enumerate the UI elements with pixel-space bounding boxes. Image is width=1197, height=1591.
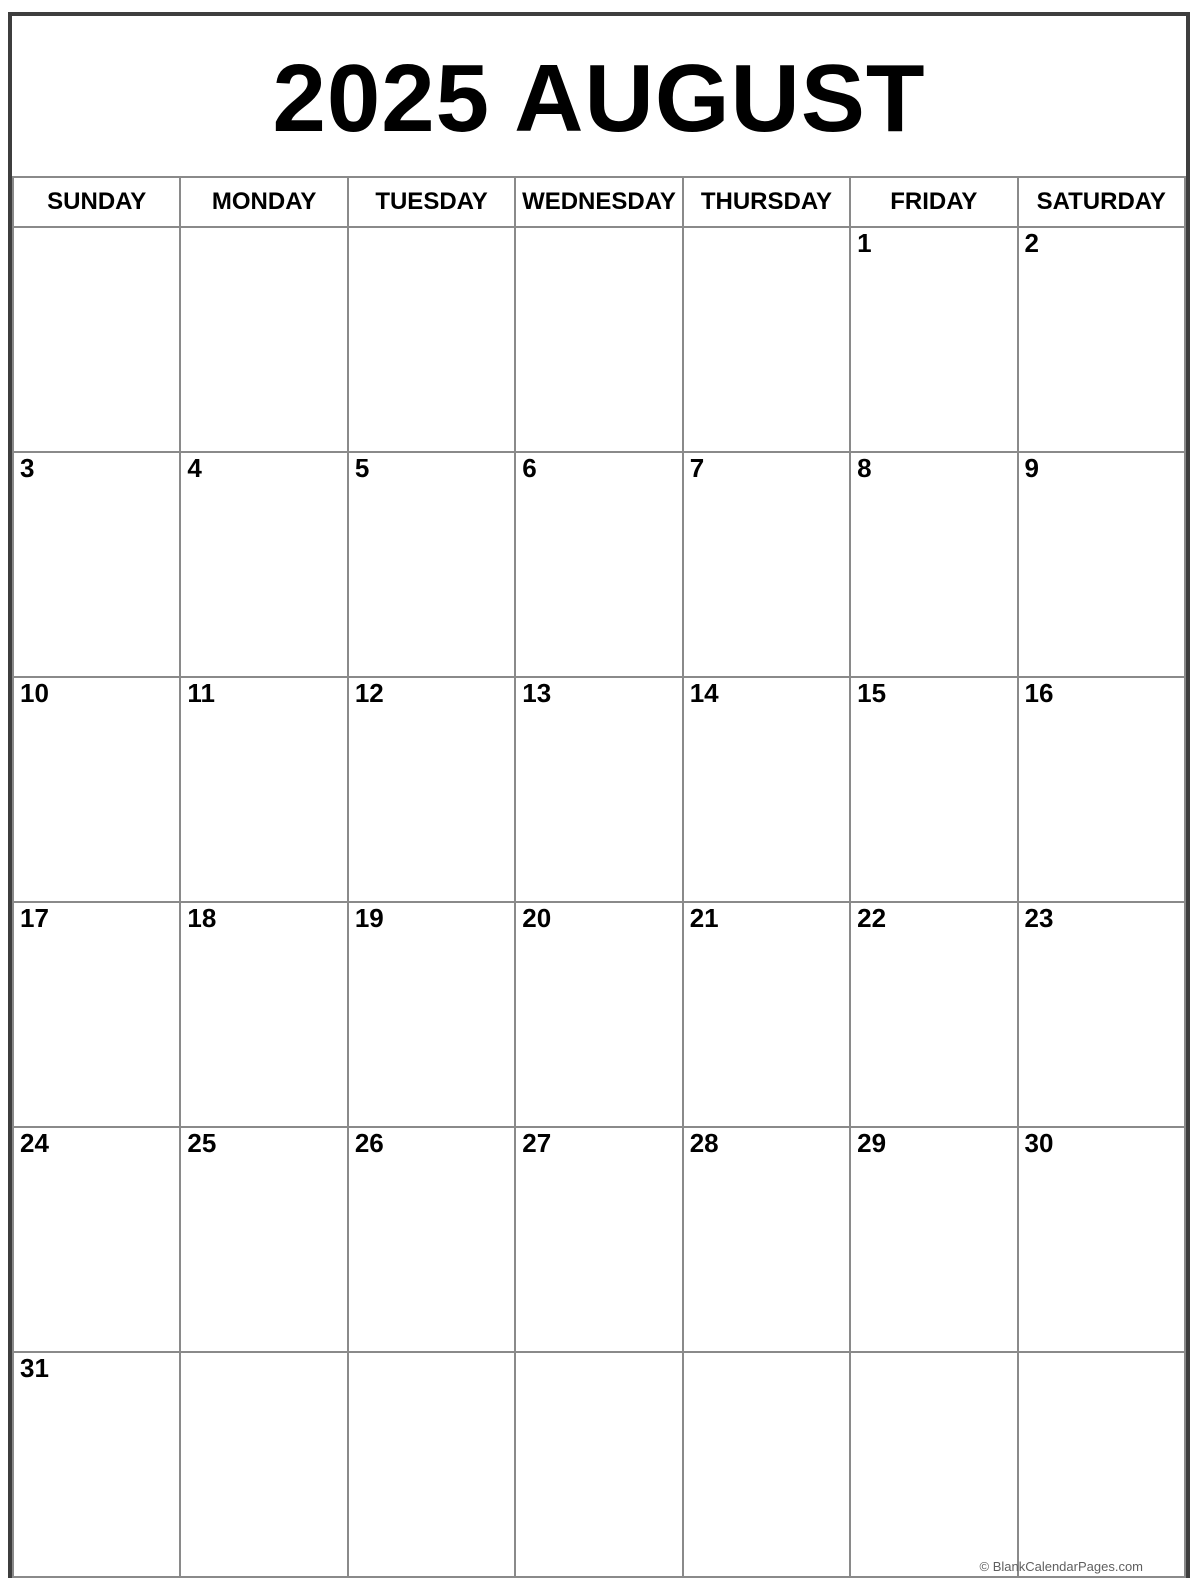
day-cell <box>683 902 850 1127</box>
day-cell <box>13 1352 180 1577</box>
week-row-4 <box>13 902 1185 1127</box>
date-number: 30 <box>1024 1128 1054 1158</box>
date-number: 10 <box>20 678 49 708</box>
day-cell <box>683 1352 850 1577</box>
weekday-header-saturday: SATURDAY <box>1018 177 1185 227</box>
weekday-header-thursday: THURSDAY <box>683 177 850 227</box>
week-row-1 <box>13 227 1185 452</box>
week-row-5 <box>13 1127 1185 1352</box>
title-area <box>12 16 1186 176</box>
day-cell <box>13 227 180 452</box>
date-number: 21 <box>689 903 719 933</box>
weekday-header-row <box>13 177 1185 227</box>
date-number: 18 <box>187 903 217 933</box>
day-cell <box>850 1352 1017 1577</box>
date-number: 20 <box>522 903 552 933</box>
date-number: 3 <box>20 453 35 483</box>
date-number: 9 <box>1024 453 1039 483</box>
date-number: 27 <box>522 1128 552 1158</box>
day-cell <box>850 902 1017 1127</box>
weekday-header-tuesday: TUESDAY <box>348 177 515 227</box>
day-cell <box>683 227 850 452</box>
copyright-text: © BlankCalendarPages.com <box>979 1559 1143 1574</box>
day-cell <box>348 227 515 452</box>
day-cell <box>348 452 515 677</box>
date-number: 8 <box>857 453 872 483</box>
day-cell <box>850 1127 1017 1352</box>
day-cell <box>13 902 180 1127</box>
weekday-header-sunday: SUNDAY <box>13 177 180 227</box>
date-number: 1 <box>857 228 872 258</box>
day-cell <box>180 1127 347 1352</box>
weekday-header-wednesday: WEDNESDAY <box>515 177 682 227</box>
weekday-header-monday: MONDAY <box>180 177 347 227</box>
date-number: 19 <box>354 903 384 933</box>
day-cell <box>180 1352 347 1577</box>
day-cell <box>515 1127 682 1352</box>
day-cell <box>683 677 850 902</box>
day-cell <box>13 452 180 677</box>
day-cell <box>348 902 515 1127</box>
calendar-title: 2025 AUGUST <box>272 45 926 152</box>
date-number: 28 <box>689 1128 719 1158</box>
day-cell <box>348 1352 515 1577</box>
calendar-table <box>12 176 1186 1578</box>
date-number: 11 <box>187 678 215 708</box>
date-number: 5 <box>354 453 370 483</box>
date-number: 4 <box>187 453 202 483</box>
date-number: 6 <box>522 453 537 483</box>
day-cell <box>1018 452 1185 677</box>
day-cell <box>515 227 682 452</box>
day-cell <box>850 227 1017 452</box>
day-cell <box>1018 902 1185 1127</box>
date-number: 16 <box>1024 678 1054 708</box>
date-number: 24 <box>20 1128 49 1158</box>
day-cell <box>850 452 1017 677</box>
day-cell <box>1018 1127 1185 1352</box>
day-cell <box>180 677 347 902</box>
day-cell <box>13 677 180 902</box>
day-cell <box>683 452 850 677</box>
weekday-header-friday: FRIDAY <box>850 177 1017 227</box>
date-number: 17 <box>20 903 49 933</box>
date-number: 22 <box>857 903 887 933</box>
day-cell <box>515 677 682 902</box>
day-cell <box>1018 227 1185 452</box>
date-number: 29 <box>857 1128 887 1158</box>
date-number: 26 <box>354 1128 384 1158</box>
date-number: 13 <box>522 678 552 708</box>
day-cell <box>683 1127 850 1352</box>
day-cell <box>850 677 1017 902</box>
date-number: 31 <box>20 1353 49 1383</box>
day-cell <box>1018 1352 1185 1577</box>
day-cell <box>180 227 347 452</box>
week-row-6 <box>13 1352 1185 1577</box>
date-number: 2 <box>1024 228 1039 258</box>
date-number: 15 <box>857 678 887 708</box>
calendar-frame <box>8 12 1190 1578</box>
day-cell <box>515 452 682 677</box>
date-number: 23 <box>1024 903 1054 933</box>
day-cell <box>348 1127 515 1352</box>
day-cell <box>515 902 682 1127</box>
week-row-3 <box>13 677 1185 902</box>
week-row-2 <box>13 452 1185 677</box>
day-cell <box>515 1352 682 1577</box>
day-cell <box>348 677 515 902</box>
date-number: 14 <box>689 678 719 708</box>
day-cell <box>180 452 347 677</box>
day-cell <box>13 1127 180 1352</box>
day-cell <box>180 902 347 1127</box>
date-number: 7 <box>689 453 705 483</box>
date-number: 25 <box>187 1128 217 1158</box>
date-number: 12 <box>354 678 384 708</box>
day-cell <box>1018 677 1185 902</box>
